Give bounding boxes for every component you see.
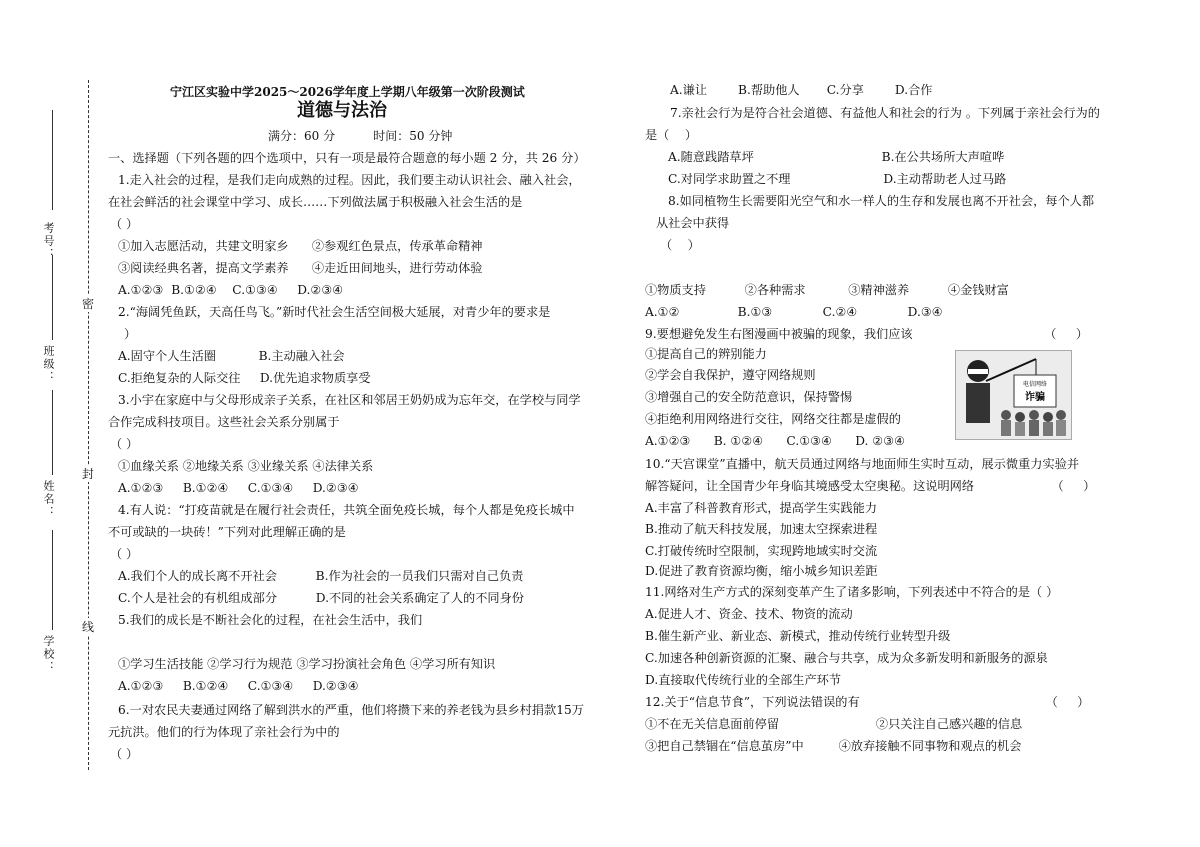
fraud-cartoon-image xyxy=(955,350,1072,440)
choice-line: D.直接取代传统行业的全部生产环节 xyxy=(645,673,842,687)
option-line: ①提高自己的辨别能力 xyxy=(645,347,767,361)
exam-number-label: 考号： xyxy=(42,222,55,261)
choice-line: C.对同学求助置之不理 D.主动帮助老人过马路 xyxy=(668,172,1007,186)
question-line: 6.一对农民夫妻通过网络了解到洪水的严重，他们将攒下来的养老钱为县乡村捐款15万 xyxy=(118,703,584,717)
question-line: 8.如同植物生长需要阳光空气和水一样人的生存和发展也离不开社会，每个人都 xyxy=(668,194,1095,208)
choice-line: A.我们个人的成长离不开社会 B.作为社会的一员我们只需对自己负责 xyxy=(118,569,524,583)
question-line: 4.有人说：“打疫苗就是在履行社会责任，共筑全面免疫长城，每个人都是免疫长城中 xyxy=(118,503,575,517)
option-line: ①加入志愿活动，共建文明家乡 ②参观红色景点，传承革命精神 xyxy=(118,239,483,253)
question-line: 解答疑问，让全国青少年身临其境感受太空奥秘。这说明网络 （ ） xyxy=(645,479,1096,493)
option-line: ②学会自我保护，遵守网络规则 xyxy=(645,368,816,382)
option-line: ③增强自己的安全防范意识，保持警惕 xyxy=(645,390,853,404)
answer-bracket: ） xyxy=(124,327,137,341)
choice-line: A.丰富了科普教育形式，提高学生实践能力 xyxy=(645,501,878,515)
option-line: ①血缘关系 ②地缘关系 ③业缘关系 ④法律关系 xyxy=(118,459,374,473)
choice-line: C.加速各种创新资源的汇聚、融合与共享，成为众多新发明和新服务的源泉 xyxy=(645,651,1048,665)
answer-bracket: （ ） xyxy=(110,437,139,451)
seal-char-xian: 线 xyxy=(82,620,95,634)
school-label: 学校： xyxy=(42,635,55,674)
answer-bracket: （ ） xyxy=(660,238,700,252)
question-line: 10.“天宫课堂”直播中，航天员通过网络与地面师生实时互动，展示微重力实验并 xyxy=(645,457,1080,471)
exam-number-fill-line xyxy=(52,110,53,210)
choice-line: B.推动了航天科技发展，加速太空探索进程 xyxy=(645,522,878,536)
question-line: 元抗洪。他们的行为体现了亲社会行为中的 xyxy=(108,725,340,739)
option-line: ③阅读经典名著，提高文学素养 ④走近田间地头，进行劳动体验 xyxy=(118,261,483,275)
seal-char-mi: 密 xyxy=(82,297,95,311)
binding-dashed-line xyxy=(88,80,89,770)
name-label: 姓名： xyxy=(42,480,55,519)
question-line: 11.网络对生产方式的深刻变革产生了诸多影响，下列表述中不符合的是（ ） xyxy=(645,585,1059,599)
choice-line: A.①② B.①③ C.②④ D.③④ xyxy=(645,305,943,319)
answer-bracket: （ ） xyxy=(110,217,139,231)
choice-line: A.随意践踏草坪 B.在公共场所大声喧哗 xyxy=(668,150,1005,164)
choice-line: C.拒绝复杂的人际交往 D.优先追求物质享受 xyxy=(118,371,371,385)
choice-line: D.促进了教育资源均衡，缩小城乡知识差距 xyxy=(645,564,878,578)
option-line: ④拒绝利用网络进行交往，网络交往都是虚假的 xyxy=(645,412,901,426)
seal-char-feng: 封 xyxy=(82,467,95,481)
question-line: 不可或缺的一块砖！”下列对此理解正确的是 xyxy=(108,525,346,539)
question-line: 3.小宇在家庭中与父母形成亲子关系，在社区和邻居王奶奶成为忘年交，在学校与同学 xyxy=(118,393,581,407)
question-line: 9.要想避免发生右图漫画中被骗的现象，我们应该 （ ） xyxy=(645,327,1089,341)
class-label: 班级： xyxy=(42,345,55,384)
exam-school-title: 宁江区实验中学2025～2026学年度上学期八年级第一次阶段测试 xyxy=(170,85,525,99)
choice-line: A.①②③ B.①②④ C.①③④ D.②③④ xyxy=(118,679,359,693)
choice-line: A.谦让 B.帮助他人 C.分享 D.合作 xyxy=(670,83,933,97)
answer-bracket: （ ） xyxy=(110,547,139,561)
choice-line: A.促进人才、资金、技术、物资的流动 xyxy=(645,607,853,621)
question-line: 1.走入社会的过程，是我们走向成熟的过程。因此，我们要主动认识社会、融入社会， xyxy=(118,173,581,187)
choice-line: B.催生新产业、新业态、新模式，推动传统行业转型升级 xyxy=(645,629,951,643)
name-fill-line xyxy=(52,390,53,475)
subject-title: 道德与法治 xyxy=(297,100,387,121)
choice-line: A.固守个人生活圈 B.主动融入社会 xyxy=(118,349,345,363)
option-line: ③把自己禁锢在“信息茧房”中 ④放弃接触不同事物和观点的机会 xyxy=(645,739,1022,753)
answer-bracket: 是（ ） xyxy=(645,128,698,142)
option-line: ①物质支持 ②各种需求 ③精神滋养 ④金钱财富 xyxy=(645,283,1009,297)
sign-top-text: 电信网络 xyxy=(1022,381,1048,388)
choice-line: A.①②③ B.①②④ C.①③④ D.②③④ xyxy=(118,481,359,495)
option-line: ①学习生活技能 ②学习行为规范 ③学习扮演社会角色 ④学习所有知识 xyxy=(118,657,496,671)
score-time-line: 满分：60 分 时间：50 分钟 xyxy=(268,129,453,143)
question-line: 在社会鲜活的社会课堂中学习、成长……下列做法属于积极融入社会生活的是 xyxy=(108,195,523,209)
school-fill-line xyxy=(52,530,53,630)
question-line: 2.“海阔凭鱼跃，天高任鸟飞。”新时代社会生活空间极大延展，对青少年的要求是 xyxy=(118,305,551,319)
question-line: 7.亲社会行为是符合社会道德、有益他人和社会的行为 。下列属于亲社会行为的 xyxy=(670,106,1100,120)
question-line: 合作完成科技项目。这些社会关系分别属于 xyxy=(108,415,340,429)
question-line: 5.我们的成长是不断社会化的过程，在社会生活中，我们 xyxy=(118,613,423,627)
question-line: 12.关于“信息节食”，下列说法错误的有 （ ） xyxy=(645,695,1090,709)
choice-line: C.打破传统时空限制，实现跨地域实时交流 xyxy=(645,544,878,558)
option-line: ①不在无关信息面前停留 ②只关注自己感兴趣的信息 xyxy=(645,717,1023,731)
choice-line: A.①②③ B. ①②④ C.①③④ D. ②③④ xyxy=(645,434,906,448)
class-fill-line xyxy=(52,255,53,340)
section-heading: 一、选择题（下列各题的四个选项中，只有一项是最符合题意的每小题 2 分，共 26 分） xyxy=(108,151,586,165)
answer-bracket: （ ） xyxy=(110,747,139,761)
choice-line: A.①②③ B.①②④ C.①③④ D.②③④ xyxy=(118,283,344,297)
question-line: 从社会中获得 xyxy=(656,216,730,230)
fraud-cartoon-drawing xyxy=(956,351,1071,439)
choice-line: C.个人是社会的有机组成部分 D.不同的社会关系确定了人的不同身份 xyxy=(118,591,524,605)
sign-bottom-text: 诈骗 xyxy=(1025,392,1045,403)
